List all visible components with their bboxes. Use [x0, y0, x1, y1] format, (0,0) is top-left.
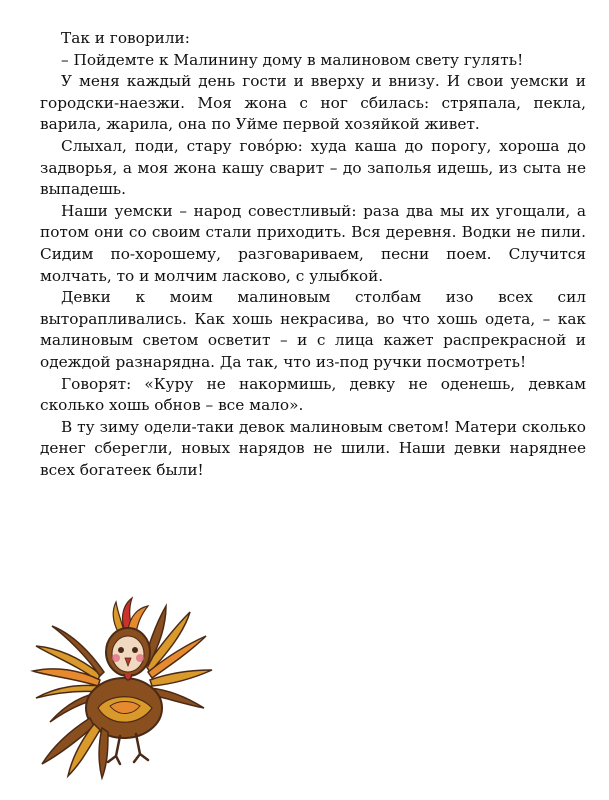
page-body-text [40, 28, 586, 481]
paragraph: Так и говорили: [61, 29, 190, 47]
paragraph: Слыхал, поди, стару говóрю: худа каша до порогу, хороша до задворья, а моя жона кашу сварит – до заполья идешь, из сыта не выпадешь. [40, 136, 586, 199]
paragraph: У меня каждый день гости и вверху и внизу. И свои уемски и городски-наезжи. Моя жона с ног сбилась: стряпала, пекла, варила, жарила, она по Уйме первой хозяйкой живет. [40, 72, 586, 134]
paragraph: Девки к моим малиновым столбам изо всех сил выторапливались. Как хошь некрасива, во что хошь одета, – как малиновым светом осветит – и с лица кажет распрекрасной и одеждой разнарядна. Да так, что из-под ручки посмотреть! [40, 288, 586, 371]
paragraph: В ту зиму одели-таки девок малиновым светом! Матери сколько денег сберегли, новых нарядов не шили. Наши девки наряднее всех богатеек были! [40, 417, 586, 479]
firebird-icon [28, 586, 218, 786]
paragraph: Говорят: «Куру не накормишь, девку не оденешь, девкам сколько хошь обнов – все мало». [40, 374, 586, 415]
paragraph: Наши уемски – народ совестливый: раза два мы их угощали, а потом они со своим стали приходить. Вся деревня. Водки не пили. Сидим по-хорошему, разговариваем, песни поем. Случится молчать, то и молчим ласково, с улыбкой. [40, 201, 586, 285]
firebird-illustration [28, 586, 218, 786]
paragraph: – Пойдемте к Малинину дому в малиновом свету гулять! [61, 50, 524, 69]
bird-head [106, 598, 150, 680]
